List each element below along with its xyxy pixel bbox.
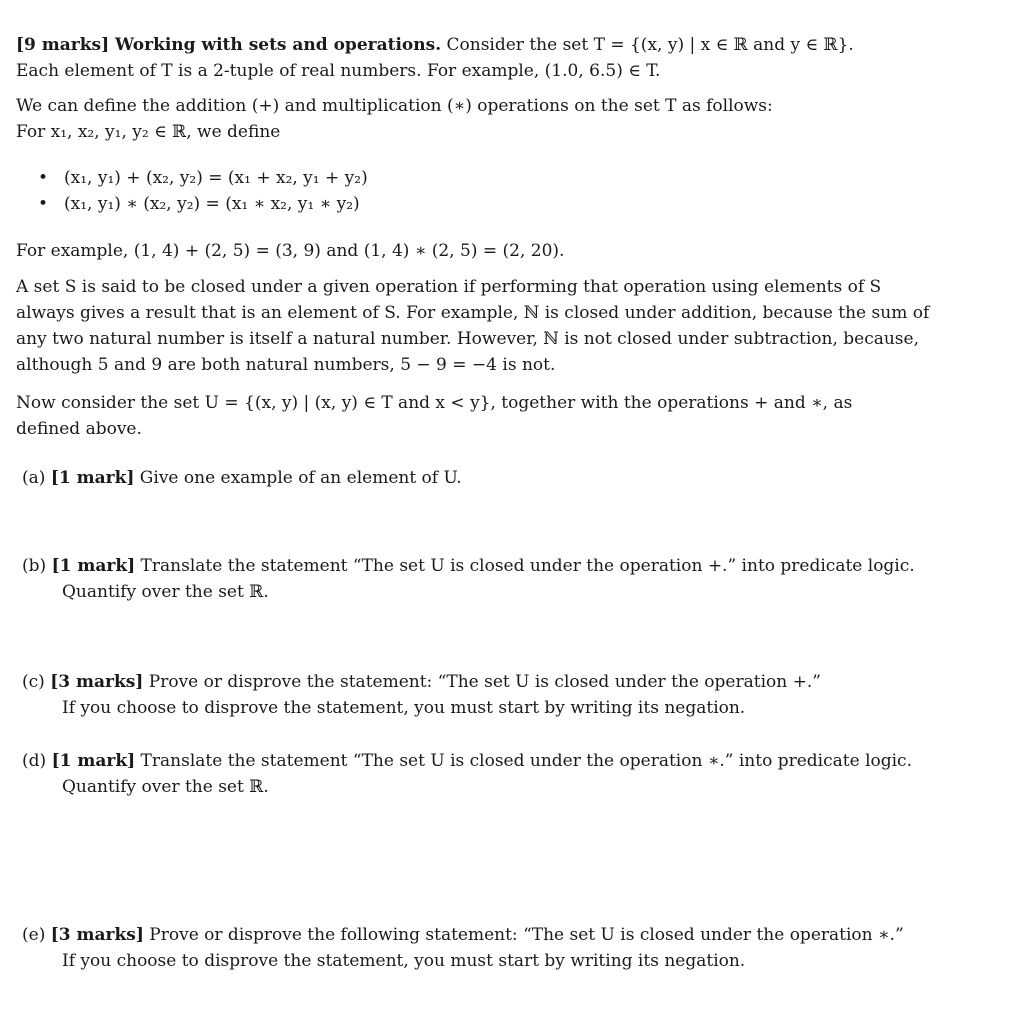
closed-line: although 5 and 9 are both natural numbers, 5 − 9 = −4 is not. — [16, 355, 556, 375]
closed-line: always gives a result that is an element of S. For example, ℕ is closed under addition, because the sum of — [16, 303, 930, 323]
set-U-line-2: defined above. — [16, 419, 142, 439]
part-text: Give one example of an element of U. — [139, 468, 462, 488]
part-label: (c) — [22, 672, 45, 692]
question-part-a — [22, 465, 997, 491]
bullet-item-addition: • (x₁, y₁) + (x₂, y₂) = (x₁ + x₂, y₁ + y₂) — [36, 165, 936, 191]
question-part-b — [22, 553, 997, 605]
set-U-definition — [16, 390, 991, 442]
ops-example-text: For example, (1, 4) + (2, 5) = (3, 9) and (1, 4) ∗ (2, 5) = (2, 20). — [16, 241, 565, 261]
part-marks: [1 mark] — [50, 468, 135, 488]
bullet-icon: • — [38, 194, 49, 214]
set-T-definition: Consider the set T = {(x, y) | x ∈ ℝ and y ∈ ℝ}. — [446, 35, 854, 55]
question-part-e — [22, 922, 997, 974]
part-label: (e) — [22, 925, 46, 945]
problem-heading: [9 marks] Working with sets and operations. — [16, 35, 442, 55]
part-marks: [1 mark] — [51, 751, 136, 771]
question-part-d — [22, 748, 997, 800]
part-marks: [3 marks] — [50, 672, 144, 692]
intro-paragraph — [16, 32, 991, 84]
ops-line-1: We can define the addition (+) and multiplication (∗) operations on the set T as follows: — [16, 96, 773, 116]
part-text: Translate the statement “The set U is closed under the operation +.” into predicate logic. — [140, 556, 915, 576]
part-text-continued: Quantify over the set ℝ. — [62, 777, 269, 797]
part-text: Prove or disprove the following statement: “The set U is closed under the operation ∗.” — [149, 925, 904, 945]
question-part-c — [22, 669, 997, 721]
part-marks: [3 marks] — [50, 925, 144, 945]
ops-example — [16, 238, 991, 264]
part-label: (b) — [22, 556, 47, 576]
part-text-continued: If you choose to disprove the statement, you must start by writing its negation. — [62, 698, 746, 718]
part-text-continued: If you choose to disprove the statement, you must start by writing its negation. — [62, 951, 746, 971]
part-label: (d) — [22, 751, 47, 771]
closed-definition — [16, 274, 991, 378]
ops-line-2: For x₁, x₂, y₁, y₂ ∈ ℝ, we define — [16, 122, 281, 142]
part-text-continued: Quantify over the set ℝ. — [62, 582, 269, 602]
closed-line: any two natural number is itself a natural number. However, ℕ is not closed under subtraction, because, — [16, 329, 919, 349]
part-marks: [1 mark] — [51, 556, 136, 576]
intro-line-2: Each element of T is a 2-tuple of real numbers. For example, (1.0, 6.5) ∈ T. — [16, 61, 661, 81]
operation-bullets — [36, 165, 936, 217]
operations-definition — [16, 93, 991, 145]
closed-line: A set S is said to be closed under a given operation if performing that operation using elements of S — [16, 277, 882, 297]
bullet-icon: • — [38, 168, 49, 188]
part-text: Translate the statement “The set U is closed under the operation ∗.” into predicate logic. — [140, 751, 912, 771]
bullet-item-multiplication: • (x₁, y₁) ∗ (x₂, y₂) = (x₁ ∗ x₂, y₁ ∗ y₂) — [36, 191, 936, 217]
set-U-line-1: Now consider the set U = {(x, y) | (x, y) ∈ T and x < y}, together with the operations + and ∗, as — [16, 393, 853, 413]
part-label: (a) — [22, 468, 46, 488]
part-text: Prove or disprove the statement: “The set U is closed under the operation +.” — [148, 672, 821, 692]
